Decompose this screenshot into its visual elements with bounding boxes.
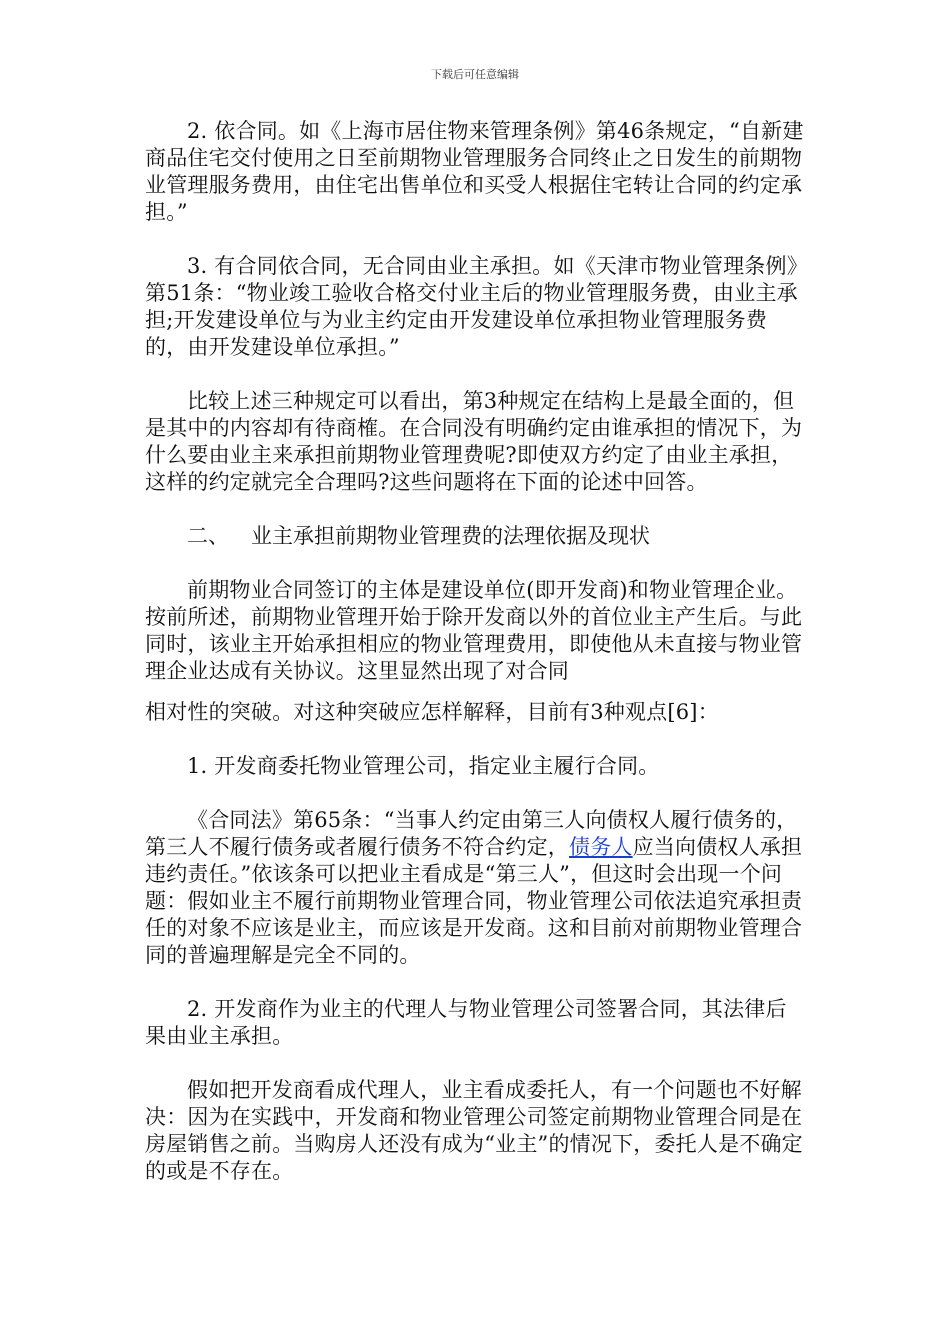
paragraph-clause-3: 3. 有合同依合同，无合同由业主承担。如《天津市物业管理条例》第51条：“物业竣工验收合格交付业主后的物业管理服务费，由业主承担;开发建设单位与为业主约定由开发建设单位承担物业管理服务费的，由开发建设单位承担。” bbox=[145, 254, 798, 359]
paragraph-agent-problem: 假如把开发商看成代理人，业主看成委托人，有一个问题也不好解决：因为在实践中，开发商和物业管理公司签定前期物业管理合同是在房屋销售之前。当购房人还没有成为“业主”的情况下，委托人是不确定的或是不存在。 bbox=[145, 1078, 803, 1183]
paragraph-view-2: 2. 开发商作为业主的代理人与物业管理公司签署合同，其法律后果由业主承担。 bbox=[145, 997, 787, 1048]
section-heading-text: 业主承担前期物业管理费的法理依据及现状 bbox=[251, 524, 650, 548]
paragraph-contract-law-65 bbox=[145, 807, 805, 969]
section-heading-number: 二、 bbox=[187, 524, 229, 548]
paragraph-relativity: 相对性的突破。对这种突破应怎样解释，目前有3种观点[6]： bbox=[145, 700, 719, 724]
page-header-note: 下载后可任意编辑 bbox=[431, 68, 519, 81]
paragraph-contract-parties: 前期物业合同签订的主体是建设单位(即开发商)和物业管理企业。按前所述，前期物业管理开始于除开发商以外的首位业主产生后。与此同时，该业主开始承担相应的物业管理费用，即使他从未直接与物业管理企业达成有关协议。这里显然出现了对合同 bbox=[145, 578, 803, 683]
paragraph-view-1: 1. 开发商委托物业管理公司，指定业主履行合同。 bbox=[187, 754, 660, 778]
paragraph-clause-2: 2. 依合同。如《上海市居住物来管理条例》第46条规定，“自新建商品住宅交付使用之日至前期物业管理服务合同终止之日发生的前期物业管理服务费用，由住宅出售单位和买受人根据住宅转让合同的约定承担。” bbox=[145, 119, 804, 224]
paragraph-comparison: 比较上述三种规定可以看出，第3种规定在结构上是最全面的，但是其中的内容却有待商榷。在合同没有明确约定由谁承担的情况下，为什么要由业主来承担前期物业管理费呢?即使双方约定了由业主承担，这样的约定就完全合理吗?这些问题将在下面的论述中回答。 bbox=[145, 389, 803, 494]
contract-law-text-after: 应当向债权人承担违约责任。”依该条可以把业主看成是“第三人”，但这时会出现一个问题：假如业主不履行前期物业管理合同，物业管理公司依法追究承担责任的对象不应该是业主，而应该是开发商。这和目前对前期物业管理合同的普遍理解是完全不同的。 bbox=[145, 835, 803, 967]
section-heading bbox=[145, 523, 805, 550]
debtor-link[interactable]: 债务人 bbox=[569, 835, 633, 859]
contract-law-text-before: 《合同法》第65条：“当事人约定由第三人向债权人履行债务的，第三人不履行债务或者履行债务不符合约定， bbox=[145, 808, 798, 859]
document-body bbox=[145, 118, 805, 1212]
